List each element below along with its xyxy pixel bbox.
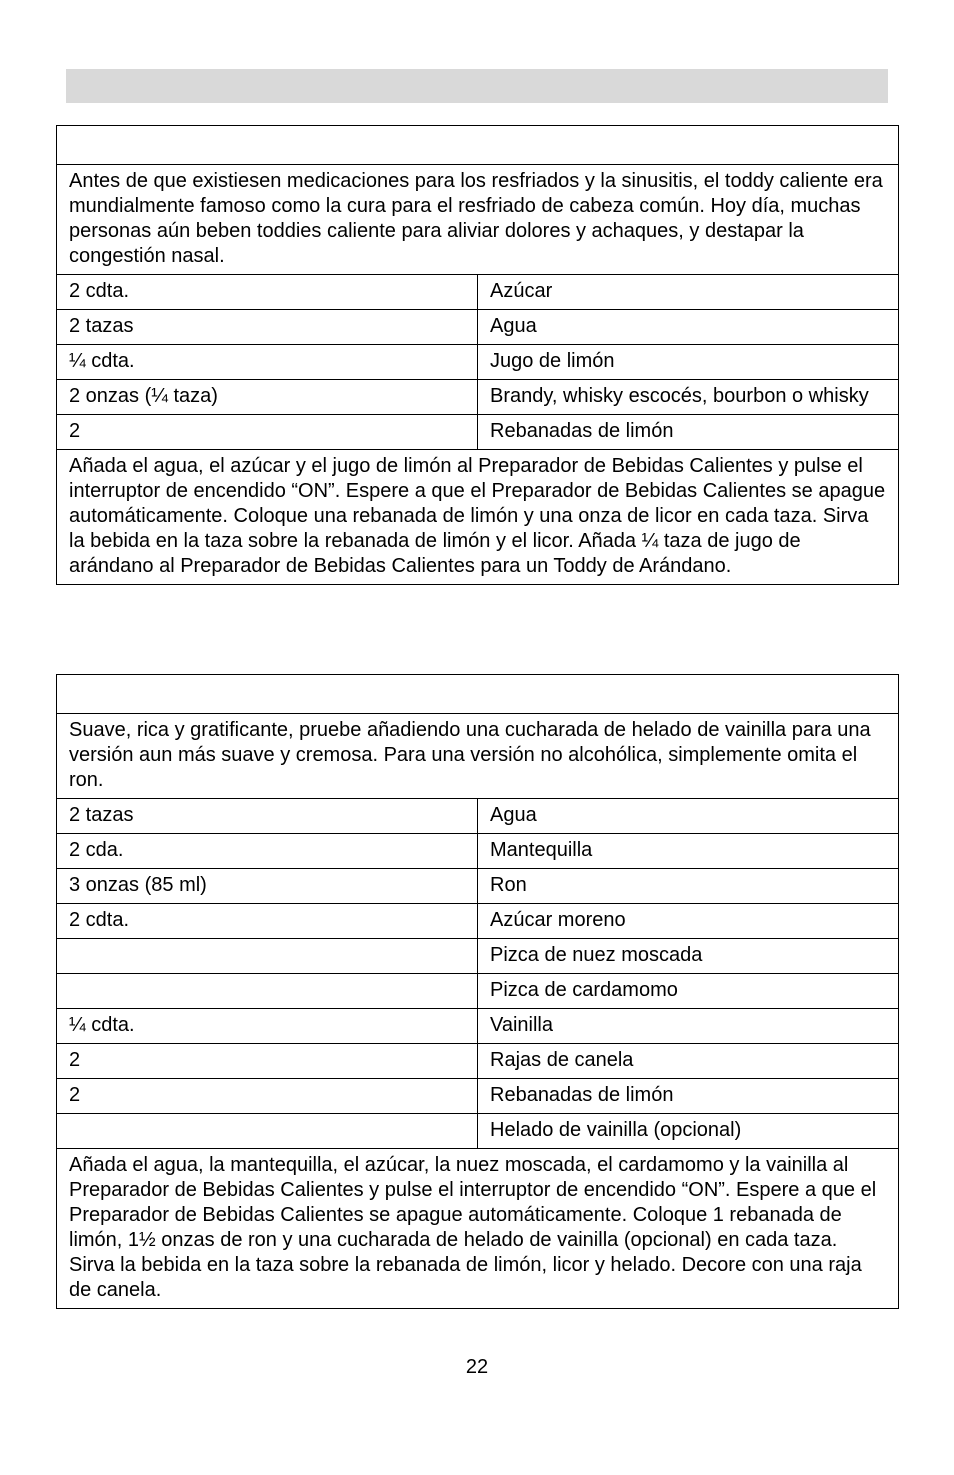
recipe-instructions: Añada el agua, el azúcar y el jugo de limón al Preparador de Bebidas Calientes y pulse el interruptor de encendido “ON”. Espere a que el Preparador de Bebidas Calientes se apague automáticamente. Coloque una rebanada de limón y una onza de licor en cada taza. Sirva la bebida en la taza sobre la rebanada de limón y el licor. Añada ¼ taza de jugo de arándano al Preparador de Bebidas Calientes para un Toddy de Arándano. — [57, 450, 899, 585]
recipe-intro: Antes de que existiesen medicaciones para los resfriados y la sinusitis, el toddy caliente era mundialmente famoso como la cura para el resfriado de cabeza común. Hoy día, muchas personas aún beben toddies caliente para aliviar dolores y achaques, y destapar la congestión nasal. — [57, 165, 899, 275]
page-header-bar — [66, 69, 888, 103]
ingredient-item: Mantequilla — [478, 834, 899, 869]
recipe-table-2 — [56, 674, 899, 1309]
recipe-instructions: Añada el agua, la mantequilla, el azúcar, la nuez moscada, el cardamomo y la vainilla al Preparador de Bebidas Calientes y pulse el interruptor de encendido “ON”. Espere a que el Preparador de Bebidas Calientes se apague automáticamente. Coloque 1 rebanada de limón, 1½ onzas de ron y una cucharada de helado de vainilla (opcional) en cada taza. Sirva la bebida en la taza sobre la rebanada de limón, licor y helado. Decore con una raja de canela. — [57, 1149, 899, 1309]
ingredient-amount: 2 onzas (¼ taza) — [57, 380, 478, 415]
ingredient-row — [57, 939, 899, 974]
ingredient-row — [57, 415, 899, 450]
ingredient-row — [57, 904, 899, 939]
recipe-intro-row — [57, 714, 899, 799]
ingredient-row — [57, 869, 899, 904]
ingredient-amount: 2 cdta. — [57, 275, 478, 310]
ingredient-amount — [57, 1114, 478, 1149]
ingredient-item: Pizca de cardamomo — [478, 974, 899, 1009]
ingredient-amount: 2 — [57, 415, 478, 450]
ingredient-amount: 2 cdta. — [57, 904, 478, 939]
ingredient-row — [57, 834, 899, 869]
recipe-intro: Suave, rica y gratificante, pruebe añadiendo una cucharada de helado de vainilla para una versión aun más suave y cremosa. Para una versión no alcohólica, simplemente omita el ron. — [57, 714, 899, 799]
ingredient-row — [57, 275, 899, 310]
ingredient-item: Helado de vainilla (opcional) — [478, 1114, 899, 1149]
ingredient-item: Brandy, whisky escocés, bourbon o whisky — [478, 380, 899, 415]
ingredient-row — [57, 1044, 899, 1079]
ingredient-row — [57, 1079, 899, 1114]
ingredient-item: Rebanadas de limón — [478, 1079, 899, 1114]
ingredient-row — [57, 1114, 899, 1149]
recipe-title — [57, 126, 899, 165]
ingredient-item: Azúcar moreno — [478, 904, 899, 939]
ingredient-item: Agua — [478, 310, 899, 345]
ingredient-row — [57, 380, 899, 415]
ingredient-amount: 2 tazas — [57, 310, 478, 345]
ingredient-row — [57, 799, 899, 834]
ingredient-row — [57, 345, 899, 380]
ingredient-item: Vainilla — [478, 1009, 899, 1044]
ingredient-item: Azúcar — [478, 275, 899, 310]
ingredient-amount: ¼ cdta. — [57, 1009, 478, 1044]
ingredient-amount: ¼ cdta. — [57, 345, 478, 380]
ingredient-item: Agua — [478, 799, 899, 834]
recipe-intro-row — [57, 165, 899, 275]
ingredient-row — [57, 1009, 899, 1044]
ingredient-item: Rebanadas de limón — [478, 415, 899, 450]
ingredient-amount — [57, 939, 478, 974]
ingredient-item: Jugo de limón — [478, 345, 899, 380]
ingredient-row — [57, 310, 899, 345]
recipe-instructions-row — [57, 1149, 899, 1309]
ingredient-amount: 2 cda. — [57, 834, 478, 869]
ingredient-amount: 2 — [57, 1044, 478, 1079]
ingredient-item: Ron — [478, 869, 899, 904]
recipe-table-1 — [56, 125, 899, 585]
recipe-title-row — [57, 675, 899, 714]
recipe-instructions-row — [57, 450, 899, 585]
recipe-title — [57, 675, 899, 714]
ingredient-amount: 2 tazas — [57, 799, 478, 834]
page-number: 22 — [465, 1356, 489, 1378]
ingredient-amount — [57, 974, 478, 1009]
ingredient-amount: 3 onzas (85 ml) — [57, 869, 478, 904]
ingredient-row — [57, 974, 899, 1009]
ingredient-item: Rajas de canela — [478, 1044, 899, 1079]
recipe-title-row — [57, 126, 899, 165]
ingredient-amount: 2 — [57, 1079, 478, 1114]
ingredient-item: Pizca de nuez moscada — [478, 939, 899, 974]
